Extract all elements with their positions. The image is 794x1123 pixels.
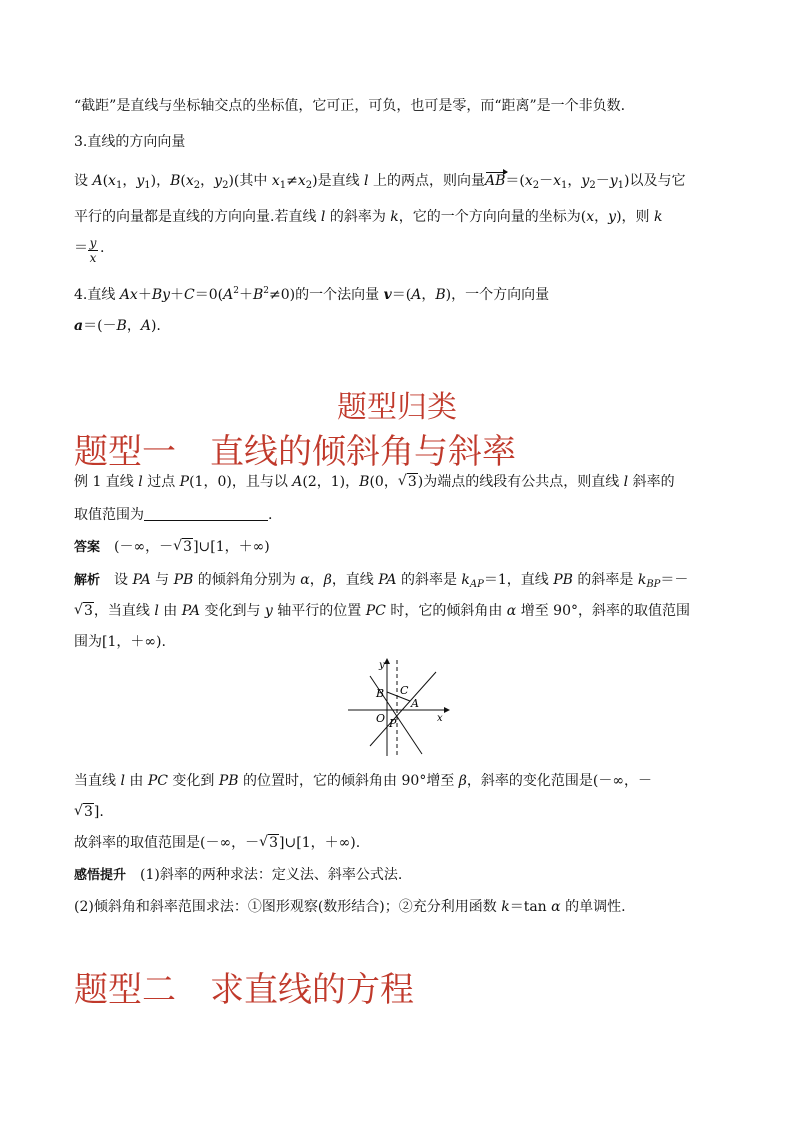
insight-line-2: (2)倾斜角和斜率范围求法：①图形观察(数形结合)；②充分利用函数 k＝tan α 的单调性. <box>74 899 626 915</box>
label-c: C <box>400 684 409 697</box>
solution-line-4: 当直线 l 由 PC 变化到 PB 的位置时，它的倾斜角由 90°增至 β，斜率的变化范围是(－∞，－ <box>74 773 652 789</box>
label-b: B <box>376 687 385 700</box>
section-title-center: 题型归类 <box>337 390 457 425</box>
intercept-note: “截距”是直线与坐标轴交点的坐标值，它可正，可负，也可是零，而“距离”是一个非负数. <box>74 98 626 114</box>
conclusion-line: 故斜率的取值范围是(－∞，－√ 3]∪[1，＋∞). <box>74 833 360 853</box>
direction-vector-a: a＝(－B，A). <box>74 318 161 334</box>
label-x: x <box>437 713 443 724</box>
label-a: A <box>411 697 419 710</box>
k-fraction: $\frac{y}{x}$ <box>89 236 97 265</box>
heading-type-one: 题型一 直线的倾斜角与斜率 <box>74 432 516 472</box>
answer-blank <box>144 506 268 521</box>
example-1-line-2: 取值范围为 . <box>74 507 273 523</box>
example-1-line-1: 例 1 直线 l 过点 P(1，0)，且与以 A(2，1)，B(0，√ 3)为端点的线段有公共点，则直线 l 斜率的 <box>74 472 675 492</box>
solution-line-3: 围为[1，＋∞). <box>74 634 166 650</box>
label-p: P <box>389 717 397 730</box>
normal-vector-text: 4.直线 $Ax+By+C=0(A^2+B^2\ne 0)$的一个法向量 v＝(A，B)，一个方向向量 <box>74 286 550 303</box>
y-axis-arrow <box>384 658 390 664</box>
slope-figure <box>340 656 452 758</box>
heading-type-two: 题型二 求直线的方程 <box>74 970 414 1010</box>
equals-sign: ＝ <box>74 240 88 256</box>
fraction-period: . <box>100 240 105 256</box>
direction-vector-text-1: 设 $A(x_1$，$y_1$)，$B(x_2$，$y_2$)(其中 $x_1\ne x_2$)是直线 l 上的两点，则向量$AB=(x_2-x_1$，$y_2-y_1$)以及与它 <box>74 173 686 191</box>
answer-line: 答案 (－∞，－√ 3]∪[1，＋∞) <box>74 537 270 558</box>
label-o: O <box>376 712 386 725</box>
solution-line-1: 解析 设 PA 与 PB 的倾斜角分别为 α，β，直线 PA 的斜率是 $k_{AP}=1$，直线 PB 的斜率是 $k_{BP}=-$ <box>74 572 689 590</box>
x-axis-arrow <box>444 707 450 713</box>
direction-vector-text-2: 平行的向量都是直线的方向向量.若直线 l 的斜率为 k，它的一个方向向量的坐标为(x，y)，则 k <box>74 209 663 225</box>
insight-line-1: 感悟提升 (1)斜率的两种求法：定义法、斜率公式法. <box>74 867 403 883</box>
label-y: y <box>379 660 385 671</box>
solution-line-2: √ 3，当直线 l 由 PA 变化到与 y 轴平行的位置 PC 时，它的倾斜角由 α 增至 90°，斜率的取值范围 <box>74 601 690 621</box>
direction-vector-heading: 3.直线的方向向量 <box>74 134 186 150</box>
solution-line-5: √ 3]. <box>74 802 104 822</box>
